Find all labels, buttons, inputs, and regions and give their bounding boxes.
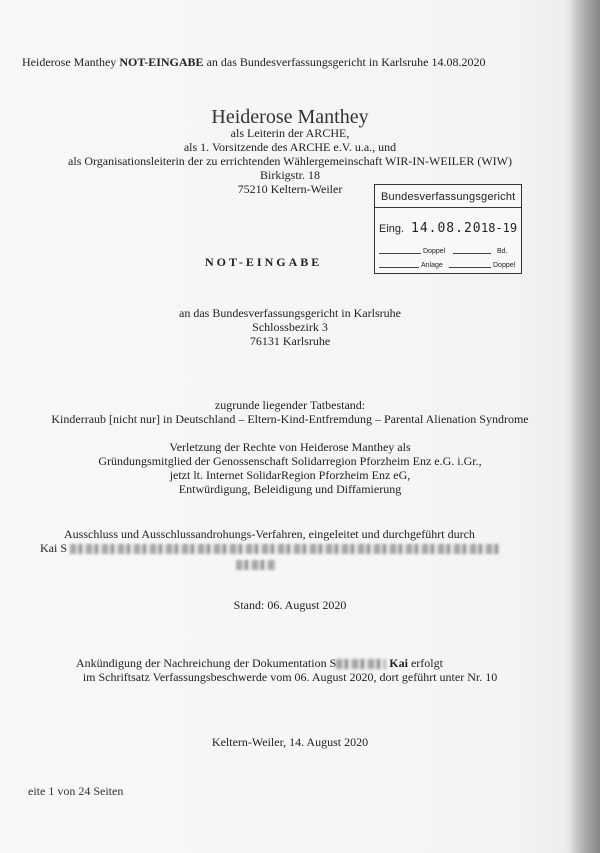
announcement-suffix: erfolgt <box>410 656 443 670</box>
place-date: Keltern-Weiler, 14. August 2020 <box>211 735 369 749</box>
sender-city: 75210 Keltern-Weiler <box>237 182 343 196</box>
redacted-surname <box>336 659 386 669</box>
stamp-doppel: Doppel <box>423 248 446 255</box>
stamp-anlage: Anlage <box>421 262 443 269</box>
stamp-underline-4 <box>449 267 491 268</box>
redacted-text <box>70 544 500 554</box>
stamp-date: 14.08.20 <box>411 221 482 236</box>
violation-line-2: Gründungsmitglied der Genossenschaft Solidarregion Pforzheim Enz e.G. i.Gr., <box>98 454 482 468</box>
stamp-time: 18-19 <box>481 221 518 235</box>
violation-line-4: Entwürdigung, Beleidigung und Diffamierung <box>178 482 402 496</box>
announcement-line-1 <box>76 656 443 670</box>
violation-line-1: Verletzung der Rechte von Heiderose Manthey als <box>169 440 411 454</box>
stamp-underline-2 <box>453 253 491 254</box>
exclusion-line-2 <box>40 541 500 555</box>
recipient-line-2: Schlossbezirk 3 <box>252 320 328 334</box>
redacted-text-2 <box>236 560 276 570</box>
stamp-eing-label: Eing. <box>379 223 405 235</box>
header-prefix: Heiderose Manthey <box>22 55 117 69</box>
sender-street: Birkigstr. 18 <box>259 168 320 182</box>
exclusion-name-prefix: Kai S <box>40 541 67 555</box>
stamp-rule <box>375 207 521 208</box>
announcement-bold: Kai <box>389 656 408 670</box>
sender-role-2: als 1. Vorsitzende des ARCHE e.V. u.a., und <box>183 140 397 154</box>
stamp-doppel-2: Doppel <box>493 262 516 269</box>
announcement-line-2: im Schriftsatz Verfassungsbeschwerde vom 06. August 2020, dort geführt unter Nr. 10 <box>82 670 498 684</box>
redacted-line-2 <box>236 557 276 571</box>
facts-label: zugrunde liegender Tatbestand: <box>214 398 366 412</box>
header-line <box>22 55 486 69</box>
stamp-underline-3 <box>379 267 419 268</box>
stamp-title: Bundesverfassungsgericht <box>381 191 516 203</box>
header-suffix: an das Bundesverfassungsgericht in Karlsruhe 14.08.2020 <box>206 55 486 69</box>
status-line: Stand: 06. August 2020 <box>233 598 347 612</box>
announcement-prefix: Ankündigung der Nachreichung der Dokumentation S <box>76 656 337 670</box>
stamp-bd: Bd. <box>497 248 508 255</box>
sender-role-3: als Organisationsleiterin der zu errichtenden Wählergemeinschaft WIR-IN-WEILER (WIW) <box>68 154 512 168</box>
sender-name: Heiderose Manthey <box>211 106 369 128</box>
exclusion-line-1: Ausschluss und Ausschlussandrohungs-Verfahren, eingeleitet und durchgeführt durch <box>64 527 475 541</box>
violation-line-3: jetzt lt. Internet SolidarRegion Pforzheim Enz eG, <box>169 468 411 482</box>
sender-role-1: als Leiterin der ARCHE, <box>230 126 350 140</box>
page-footer: eite 1 von 24 Seiten <box>28 784 124 798</box>
document-type: NOT-EINGABE <box>205 255 323 269</box>
header-bold: NOT-EINGABE <box>119 55 204 69</box>
receipt-stamp <box>374 184 522 274</box>
recipient-line-3: 76131 Karlsruhe <box>249 334 331 348</box>
stamp-underline-1 <box>379 253 421 254</box>
recipient-line-1: an das Bundesverfassungsgericht in Karlsruhe <box>179 306 401 320</box>
facts-text: Kinderraub [nicht nur] in Deutschland – Eltern-Kind-Entfremdung – Parental Alienation Syndrome <box>51 412 529 426</box>
